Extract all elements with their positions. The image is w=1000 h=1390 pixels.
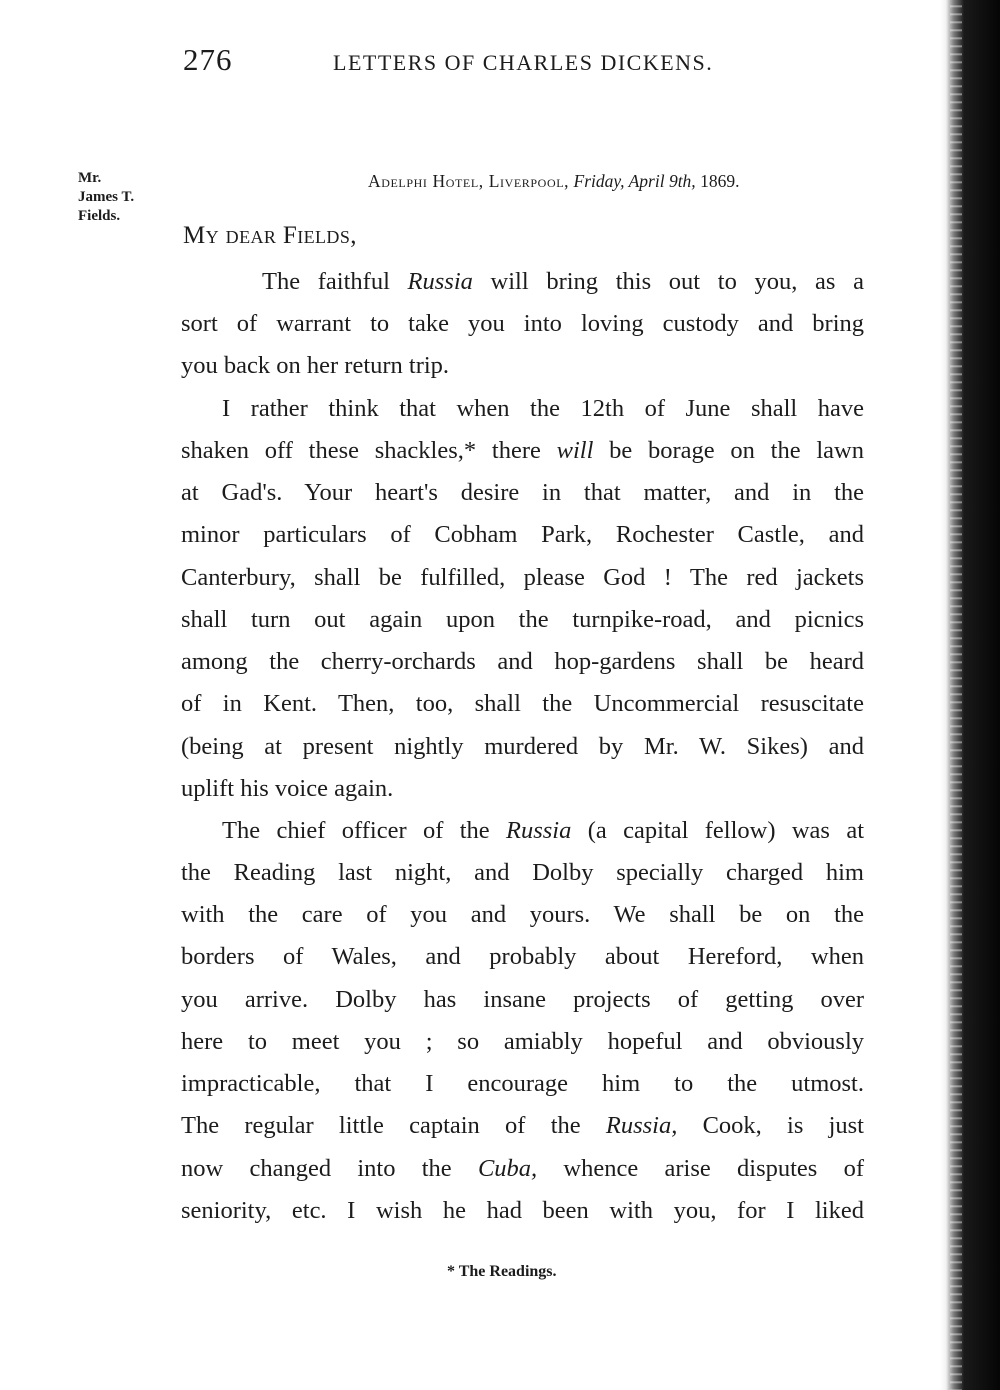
text-line: Canterbury, shall be fulfilled, please God ! The red jackets — [181, 564, 864, 591]
margin-note-line: James T. — [78, 189, 135, 205]
page-binding-texture — [950, 0, 962, 1390]
text-line: impracticable, that I encourage him to the utmost. — [181, 1070, 864, 1097]
text-line: seniority, etc. I wish he had been with you, for I liked — [181, 1197, 864, 1224]
text-line: shall turn out again upon the turnpike-road, and picnics — [181, 606, 864, 633]
text-line: among the cherry-orchards and hop-gardens shall be heard — [181, 648, 864, 675]
page-number: 276 — [183, 42, 233, 77]
text-line: with the care of you and yours. We shall be on the — [181, 901, 864, 928]
page-binding-edge — [940, 0, 1000, 1390]
dateline-date: Friday, April 9th, — [573, 171, 696, 191]
running-head: LETTERS OF CHARLES DICKENS. — [333, 50, 714, 75]
margin-note-line: Mr. — [78, 170, 102, 186]
margin-note — [78, 169, 168, 226]
dateline-year: 1869. — [700, 171, 740, 191]
text-line: uplift his voice again. — [181, 775, 394, 802]
text-line: The regular little captain of the Russia, Cook, is just — [181, 1112, 864, 1139]
text-line: sort of warrant to take you into loving custody and bring — [181, 310, 864, 337]
text-line: (being at present nightly murdered by Mr. W. Sikes) and — [181, 733, 864, 760]
dateline-place: Adelphi Hotel, Liverpool, — [368, 171, 570, 191]
text-line: borders of Wales, and probably about Hereford, when — [181, 943, 864, 970]
text-line: of in Kent. Then, too, shall the Uncommercial resuscitate — [181, 690, 864, 717]
text-line: at Gad's. Your heart's desire in that matter, and in the — [181, 479, 864, 506]
text-line: I rather think that when the 12th of June shall have — [222, 395, 864, 422]
margin-note-line: Fields. — [78, 208, 121, 224]
footnote: * The Readings. — [447, 1263, 557, 1280]
text-line: shaken off these shackles,* there will be borage on the lawn — [181, 437, 864, 464]
letter-dateline — [368, 171, 739, 192]
text-line: the Reading last night, and Dolby specially charged him — [181, 859, 864, 886]
text-line: here to meet you ; so amiably hopeful and obviously — [181, 1028, 864, 1055]
text-line: you back on her return trip. — [181, 352, 450, 379]
text-line: now changed into the Cuba, whence arise disputes of — [181, 1155, 864, 1182]
text-line: The chief officer of the Russia (a capital fellow) was at — [222, 817, 864, 844]
letter-salutation: My dear Fields, — [183, 222, 357, 249]
text-line: you arrive. Dolby has insane projects of getting over — [181, 986, 864, 1013]
text-line: The faithful Russia will bring this out to you, as a — [262, 268, 865, 295]
text-line: minor particulars of Cobham Park, Rochester Castle, and — [181, 521, 864, 548]
